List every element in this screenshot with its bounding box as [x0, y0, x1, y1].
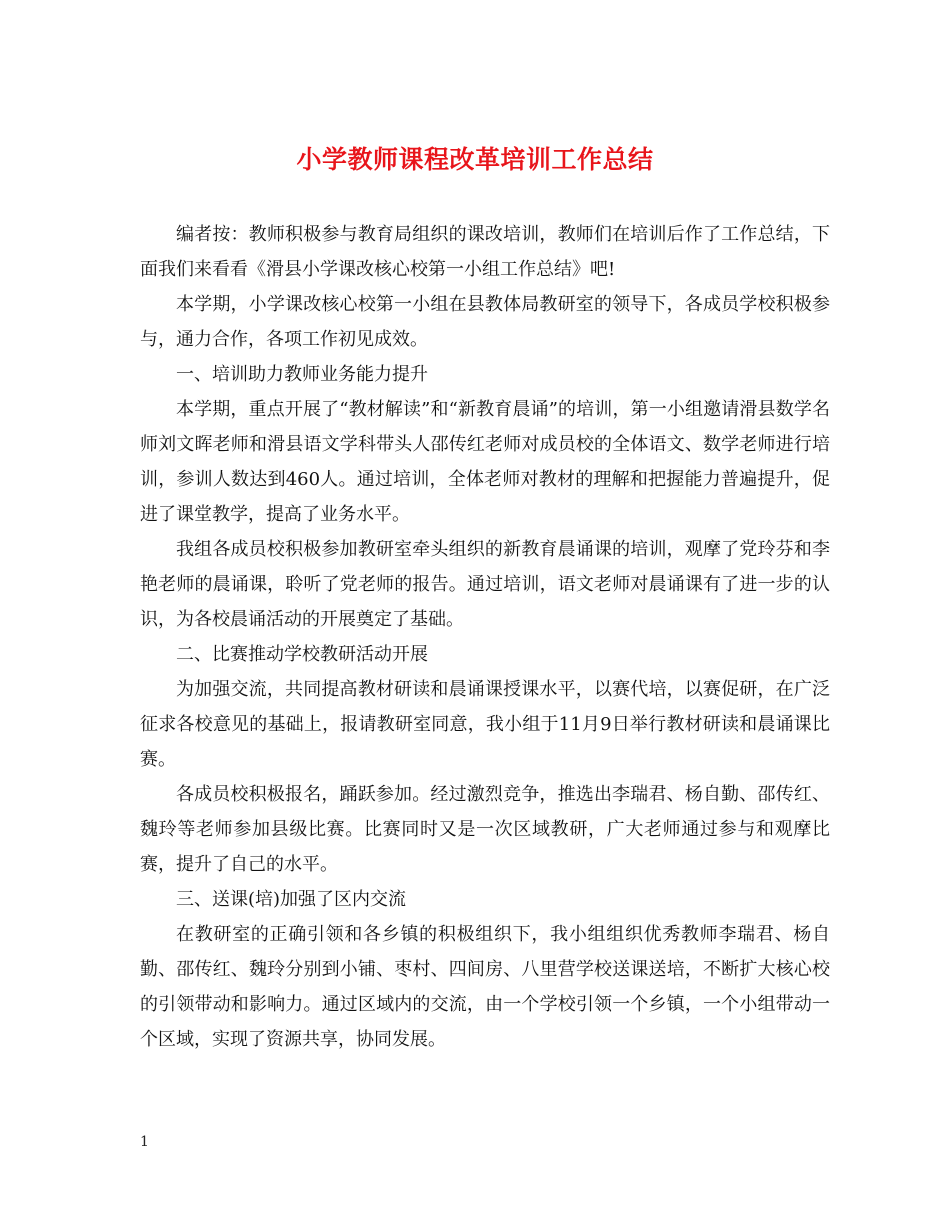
competition-paragraph-1: 为加强交流，共同提高教材研读和晨诵课授课水平，以赛代培，以赛促研，在广泛征求各校意见的基础上，报请教研室同意，我小组于11月9日举行教材研读和晨诵课比赛。: [140, 679, 830, 770]
page-number: 1: [140, 1134, 149, 1150]
document-title: 小学教师课程改革培训工作总结: [296, 145, 654, 174]
section-heading-exchange: 三、送课(培)加强了区内交流: [176, 889, 407, 910]
intro-paragraph: 本学期，小学课改核心校第一小组在县教体局教研室的领导下，各成员学校积极参与，通力合作，各项工作初见成效。: [140, 294, 830, 350]
competition-paragraph-2: 各成员校积极报名，踊跃参加。经过激烈竞争，推选出李瑞君、杨自勤、邵传红、魏玲等老师参加县级比赛。比赛同时又是一次区域教研，广大老师通过参与和观摩比赛，提升了自己的水平。: [140, 784, 830, 875]
editor-note-paragraph: 编者按：教师积极参与教育局组织的课改培训，教师们在培训后作了工作总结，下面我们来看看《滑县小学课改核心校第一小组工作总结》吧!: [140, 224, 830, 280]
training-paragraph-1: 本学期，重点开展了“教材解读”和“新教育晨诵”的培训，第一小组邀请滑县数学名师刘文晖老师和滑县语文学科带头人邵传红老师对成员校的全体语文、数学老师进行培训，参训人数达到460人。通过培训，全体老师对教材的理解和把握能力普遍提升，促进了课堂教学，提高了业务水平。: [140, 399, 830, 525]
exchange-paragraph: 在教研室的正确引领和各乡镇的积极组织下，我小组组织优秀教师李瑞君、杨自勤、邵传红、魏玲分别到小铺、枣村、四间房、八里营学校送课送培，不断扩大核心校的引领带动和影响力。通过区域内的交流，由一个学校引领一个乡镇，一个小组带动一个区域，实现了资源共享，协同发展。: [140, 924, 830, 1050]
document-body: [140, 217, 830, 1057]
section-heading-competition: 二、比赛推动学校教研活动开展: [176, 644, 428, 665]
section-heading-training: 一、培训助力教师业务能力提升: [176, 364, 428, 385]
training-paragraph-2: 我组各成员校积极参加教研室牵头组织的新教育晨诵课的培训，观摩了党玲芬和李艳老师的晨诵课，聆听了党老师的报告。通过培训，语文老师对晨诵课有了进一步的认识，为各校晨诵活动的开展奠定了基础。: [140, 539, 830, 630]
